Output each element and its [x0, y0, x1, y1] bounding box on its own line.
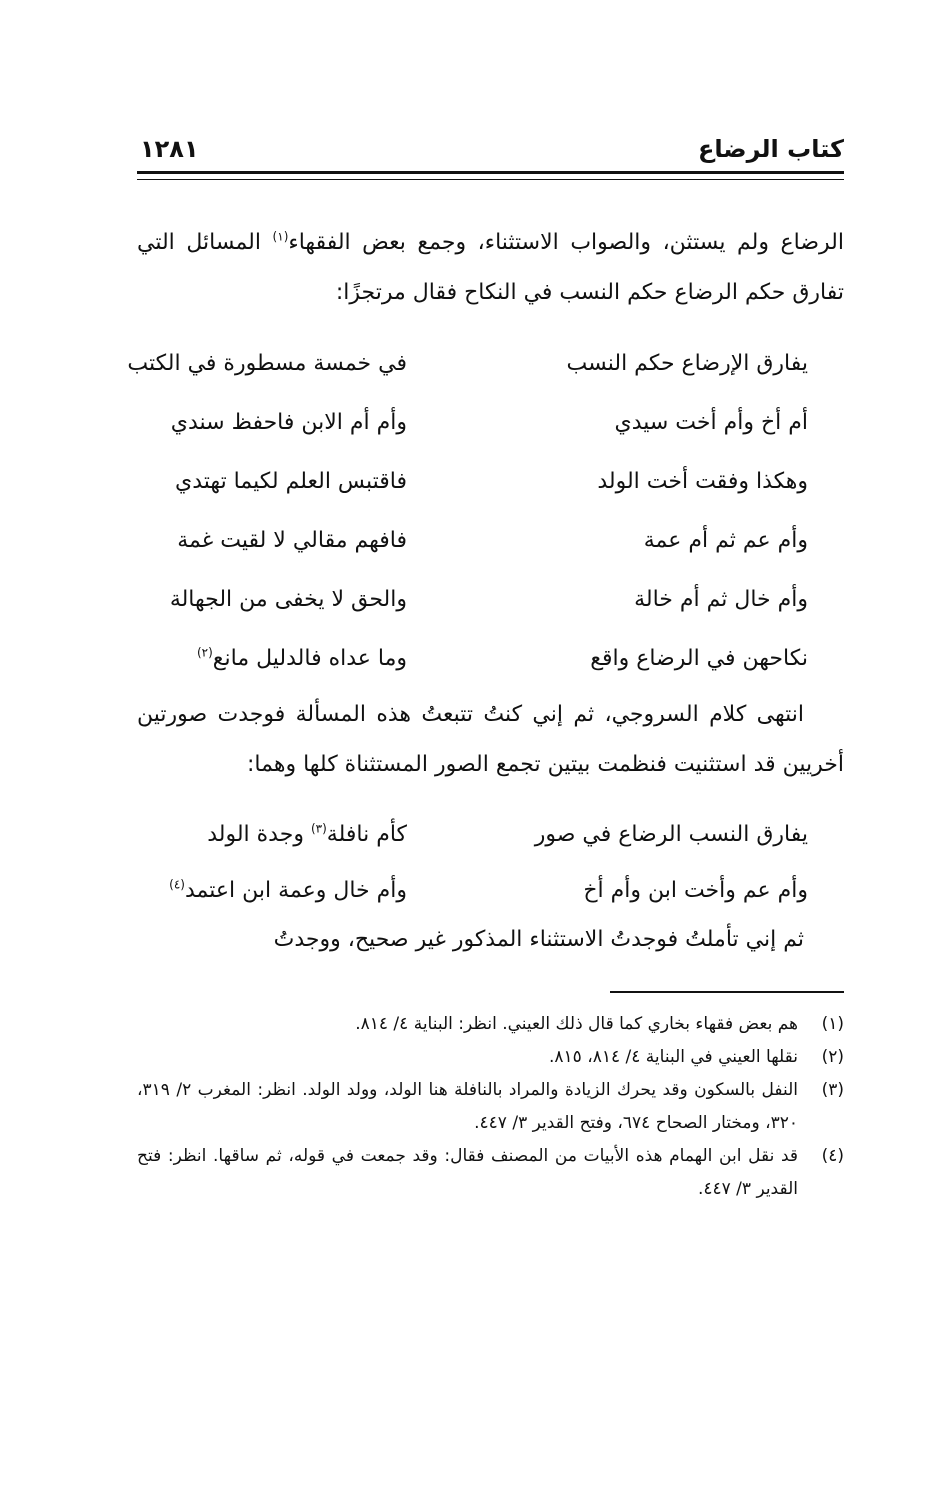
verse-8 [137, 862, 844, 918]
footnote-item [137, 1140, 844, 1206]
footnote-item [137, 1041, 844, 1074]
footnote-item [137, 1074, 844, 1140]
paragraph-closing: ثم إني تأملتُ فوجدتُ الاستثناء المذكور غير صحيح، ووجدتُ [273, 927, 804, 952]
footnote-separator [610, 991, 844, 993]
verse-first-hemistich: وأم خال ثم أم خالة [634, 587, 808, 612]
verse-first-hemistich: أم أخ وأم أخت سيدي [614, 410, 808, 435]
verse-first-hemistich: وأم عم وأخت ابن وأم أخ [583, 877, 808, 903]
verse-second-hemistich-text: وما عداه فالدليل مانع [212, 646, 407, 671]
footnotes [137, 1008, 844, 1206]
verse-second-hemistich: في خمسة مسطورة في الكتب [127, 351, 407, 376]
verse-second-hemistich [137, 822, 407, 847]
verse-text-part: وأم خال وعمة ابن اعتمد [184, 877, 407, 903]
verse-5 [137, 570, 844, 629]
header-rule-thin [137, 179, 844, 180]
footnote-number: (٣) [821, 1080, 844, 1100]
verse-text-part: وجدة الولد [207, 821, 311, 847]
verse-second-hemistich [137, 878, 407, 903]
verse-second-hemistich: وأم أم الابن فاحفظ سندي [170, 410, 407, 435]
verse-first-hemistich: وهكذا وفقت أخت الولد [597, 469, 808, 494]
running-header [140, 135, 844, 163]
footnote-text: هم بعض فقهاء بخاري كما قال ذلك العيني. انظر: البناية ٤/ ٨١٤. [355, 1014, 798, 1034]
verse-6 [137, 629, 844, 688]
footnote-ref-2[interactable]: (٢) [196, 645, 213, 660]
paragraph-continuation: انتهى كلام السروجي، ثم إني كنتُ تتبعتُ هذه المسألة فوجدت صورتين أخريين قد استثنيت فنظمت بيتين تجمع الصور المستثناة كلها وهما: [137, 702, 844, 777]
footnote-ref-1[interactable]: (١) [272, 229, 289, 244]
verse-3 [137, 452, 844, 511]
verse-second-hemistich: فافهم مقالي لا لقيت غمة [177, 528, 407, 553]
verse-2 [137, 393, 844, 452]
footnote-text: نقلها العيني في البناية ٤/ ٨١٤، ٨١٥. [549, 1047, 798, 1067]
footnote-item [137, 1008, 844, 1041]
footnote-text: قد نقل ابن الهمام هذه الأبيات من المصنف فقال: وقد جمعت في قوله، ثم ساقها. انظر: فتح القدير ٣/ ٤٤٧. [137, 1146, 798, 1199]
poem-author [137, 806, 844, 918]
footnote-number: (١) [821, 1014, 844, 1034]
footnote-ref-3[interactable]: (٣) [310, 821, 327, 836]
paragraph-intro-text-cont: المسائل التي تفارق حكم الرضاع حكم النسب في النكاح فقال مرتجزًا: [137, 230, 844, 305]
verse-1 [127, 334, 844, 393]
page-number: ١٢٨١ [140, 135, 199, 163]
verse-second-hemistich: فاقتبس العلم لكيما تهتدي [175, 469, 407, 494]
footnote-number: (٢) [821, 1047, 844, 1067]
verse-second-hemistich: والحق لا يخفى من الجهالة [169, 587, 407, 612]
footnote-text: النفل بالسكون وقد يحرك الزيادة والمراد بالنافلة هنا الولد، وولد الولد. انظر: المغرب ٢/ ٣١٩، ٣٢٠، ومختار الصحاح ٦٧٤، وفتح القدير ٣/ ٤٤٧. [137, 1080, 798, 1133]
paragraph-intro [137, 218, 844, 318]
verse-first-hemistich: وأم عم ثم أم عمة [643, 528, 808, 553]
verse-first-hemistich: يفارق النسب الرضاع في صور [534, 821, 808, 847]
chapter-title: كتاب الرضاع [697, 135, 844, 163]
verse-text-part: كأم نافلة [326, 821, 407, 847]
footnote-ref-4[interactable]: (٤) [169, 877, 185, 892]
poem-sarouji [127, 334, 844, 688]
verse-first-hemistich: يفارق الإرضاع حكم النسب [566, 351, 808, 376]
paragraph-intro-text: الرضاع ولم يستثن، والصواب الاستثناء، وجمع بعض الفقهاء [288, 230, 844, 255]
verse-4 [137, 511, 844, 570]
footnote-number: (٤) [821, 1146, 844, 1166]
verse-first-hemistich: نكاحهن في الرضاع واقع [590, 646, 808, 671]
verse-second-hemistich [137, 646, 407, 671]
header-rule-thick [137, 171, 844, 174]
verse-7 [137, 806, 844, 862]
